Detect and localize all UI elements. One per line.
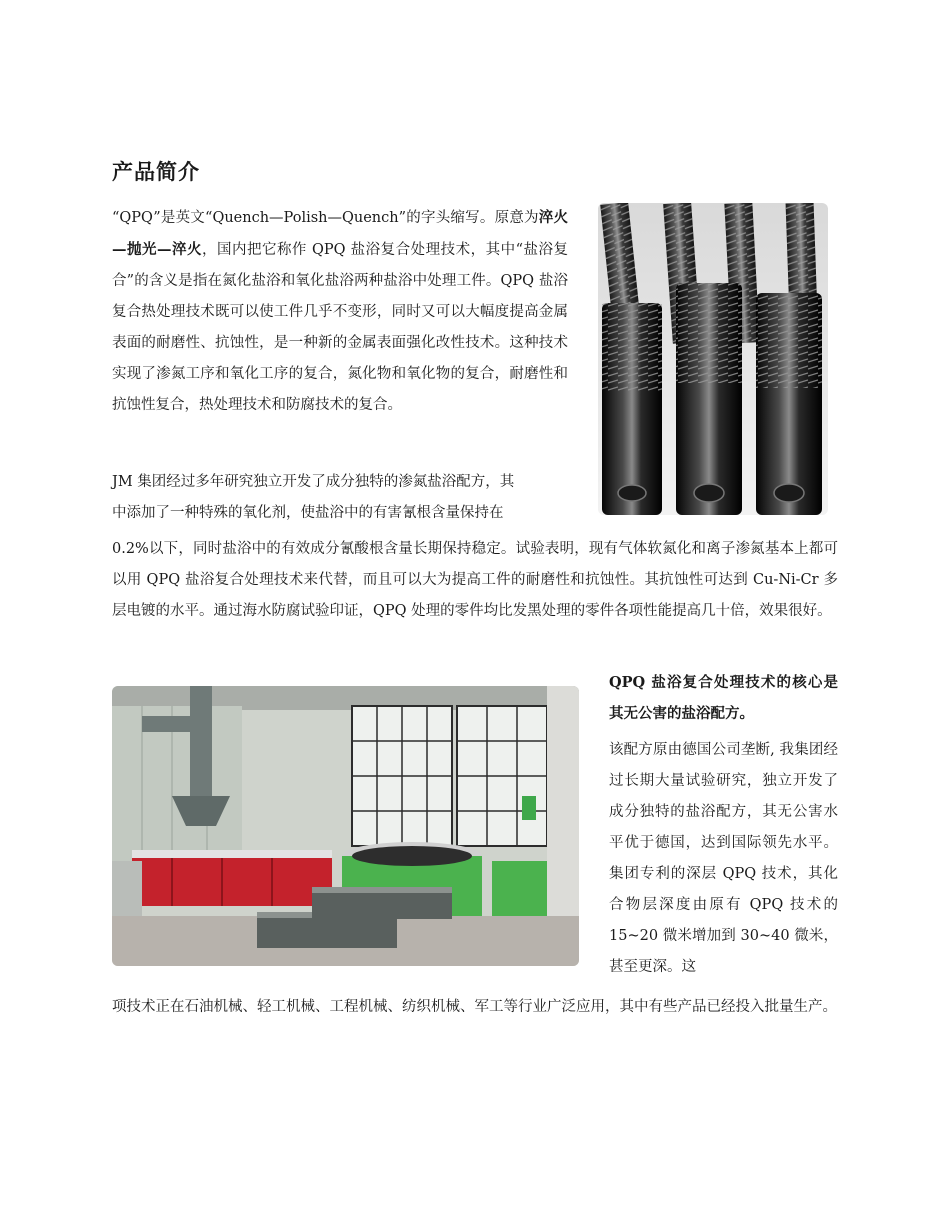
core-technology-heading: QPQ 盐浴复合处理技术的核心是其无公害的盐浴配方。 bbox=[609, 674, 838, 722]
intro-paragraph bbox=[112, 202, 568, 421]
intro-text-1: “QPQ”是英文“Quench—Polish—Quench”的字头缩写。原意为 bbox=[112, 210, 539, 226]
threaded-bolts-icon bbox=[598, 203, 828, 515]
page-title: 产品简介 bbox=[112, 160, 200, 184]
intro-text-2: ，国内把它称作 QPQ 盐浴复合处理技术，其中“盐浴复合”的含义是指在氮化盐浴和氧化盐浴两种盐浴中处理工件。QPQ 盐浴复合热处理技术既可以使工件几乎不变形，同时又可以大幅度提高金属表面的耐磨性、抗蚀性，是一种新的金属表面强化改性技术。这种技术实现了渗氮工序和氧化工序的复合，氮化物和氧化物的复合，耐磨性和抗蚀性复合，热处理技术和防腐技术的复合。 bbox=[112, 242, 568, 413]
intro-bold-meaning: 淬火—抛光—淬火 bbox=[112, 209, 568, 258]
core-technology-body: 该配方原由德国公司垄断, 我集团经过长期大量试验研究，独立开发了成分独特的盐浴配方，其无公害水平优于德国，达到国际领先水平。集团专利的深层 QPQ 技术，其化合物层深度由原有 QPQ 技术的 15~20 微米增加到 30~40 微米，甚至更深。这 bbox=[609, 742, 838, 975]
salt-bath-workshop-photo bbox=[112, 686, 579, 966]
jm-paragraph-rest: 0.2%以下，同时盐浴中的有效成分氰酸根含量长期保持稳定。试验表明，现有气体软氮化和离子渗氮基本上都可以用 QPQ 盐浴复合处理技术来代替，而且可以大为提高工件的耐磨性和抗蚀性。其抗蚀性可达到 Cu-Ni-Cr 多层电镀的水平。通过海水防腐试验印证，QPQ 处理的零件均比发黑处理的零件各项性能提高几十倍，效果很好。 bbox=[112, 541, 838, 619]
threaded-bolts-photo bbox=[598, 203, 828, 515]
jm-paragraph-line-1: JM 集团经过多年研究独立开发了成分独特的渗氮盐浴配方，其 bbox=[112, 474, 515, 490]
application-paragraph: 项技术正在石油机械、轻工机械、工程机械、纺织机械、军工等行业广泛应用，其中有些产品已经投入批量生产。 bbox=[112, 999, 837, 1015]
salt-bath-workshop-icon bbox=[112, 686, 579, 966]
core-technology-block bbox=[609, 667, 838, 983]
jm-paragraph-line-2: 中添加了一种特殊的氧化剂，使盐浴中的有害氰根含量保持在 bbox=[112, 505, 504, 521]
